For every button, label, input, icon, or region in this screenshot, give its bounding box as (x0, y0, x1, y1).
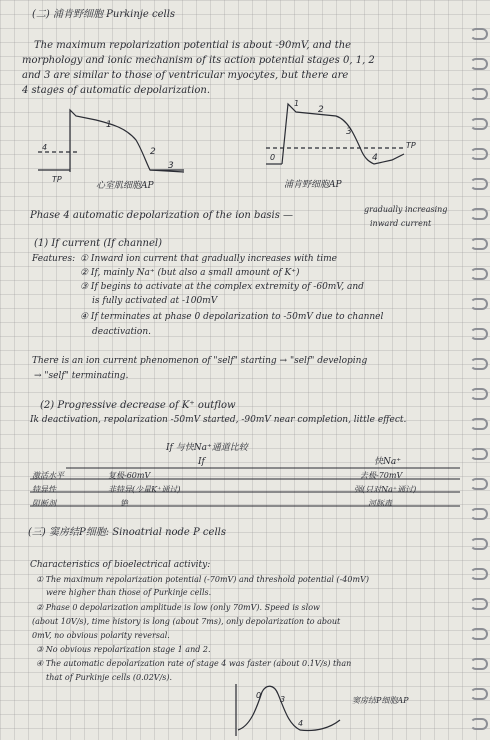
phase4-note-top: gradually increasing (364, 205, 448, 214)
purk-ap-caption: 浦肯野细胞AP (284, 180, 342, 190)
k-line: Ik deactivation, repolarization -50mV started, -90mV near completion, little effect. (30, 415, 407, 425)
sa-item-4: ④ The automatic depolarization rate of stage 4 was faster (about 0.1V/s) than (36, 659, 352, 668)
sa-ap-caption: 窦房结P细胞AP (352, 696, 409, 705)
table-row1-if: 复极-60mV (108, 471, 151, 480)
vent-phase-3: 2 (150, 147, 156, 157)
table-header-if: If (198, 457, 205, 467)
sa-item-4-cont: that of Purkinje cells (0.02V/s). (46, 673, 173, 682)
feature-3-cont: is fully activated at -100mV (92, 296, 218, 306)
sa-char-heading: Characteristics of bioelectrical activity: (30, 560, 211, 570)
sa-phase-3: 3 (280, 695, 286, 704)
purk-tp-label: TP (406, 141, 416, 150)
table-row3-label: 阻断剂 (32, 499, 56, 508)
section-title: (二) 浦肯野细胞 Purkinje cells (32, 9, 176, 20)
table-row2-na: 强(只对Na⁺通过) (354, 485, 417, 494)
sa-item-3: ③ No obvious repolarization stage 1 and 2. (36, 645, 211, 654)
purk-phase-0: 0 (270, 153, 276, 162)
if-heading: (1) If current (If channel) (34, 238, 162, 249)
vent-tp-label: 4 (42, 143, 48, 152)
vent-rp-label: TP (52, 175, 62, 184)
feature-4-cont: deactivation. (92, 327, 152, 337)
sa-item-1-cont: were higher than those of Purkinje cells. (46, 588, 212, 597)
table-row1-na: 去极-70mV (360, 471, 403, 480)
sa-heading: (三) 窦房结P细胞: Sinoatrial node P cells (28, 527, 226, 538)
features-label: Features: (32, 254, 76, 264)
table-row2-label: 特异性 (32, 485, 56, 494)
phase4-line: Phase 4 automatic depolarization of the ion basis — (30, 210, 294, 221)
phase4-note-bottom: inward current (370, 219, 432, 228)
sa-node-ap-figure (0, 680, 490, 740)
self-line-2: → "self" terminating. (34, 371, 129, 381)
purk-phase-2: 2 (318, 105, 324, 115)
sa-item-2-cont2: 0mV, no obvious polarity reversal. (32, 631, 170, 640)
self-line-1: There is an ion current phenomenon of "self" starting → "self" developing (32, 356, 368, 366)
table-row3-if: 铯 (120, 499, 128, 508)
sa-item-2: ② Phase 0 depolarization amplitude is low (only 70mV). Speed is slow (36, 603, 320, 612)
sa-item-1: ① The maximum repolarization potential (-70mV) and threshold potential (-40mV) (36, 575, 369, 584)
feature-3: ③ If begins to activate at the complex extremity of -60mV, and (80, 282, 364, 292)
table-row3-na: 河豚毒 (368, 499, 392, 508)
feature-4: ④ If terminates at phase 0 depolarization to -50mV due to channel (80, 312, 384, 322)
intro-line-3: and 3 are similar to those of ventricular myocytes, but there are (22, 70, 349, 81)
feature-1: ① Inward ion current that gradually increases with time (80, 254, 337, 264)
vent-ap-caption: 心室肌细胞AP (96, 181, 154, 191)
sa-phase-4: 4 (298, 719, 304, 728)
k-heading: (2) Progressive decrease of K⁺ outflow (40, 400, 236, 411)
vent-phase-4: 3 (168, 161, 174, 171)
comparison-table-lines (0, 452, 490, 532)
sa-phase-0: 0 (256, 691, 262, 700)
ap-comparison-figure (0, 92, 490, 202)
table-row2-if: 非特异(少量K⁺通过) (108, 485, 181, 494)
sa-item-2-cont1: (about 10V/s), time history is long (about 7ms), only depolarization to about (32, 617, 341, 626)
intro-line-4: 4 stages of automatic depolarization. (22, 85, 211, 96)
purk-phase-3: 3 (346, 127, 352, 137)
table-row1-label: 激活水平 (32, 471, 64, 480)
purk-phase-1: 1 (294, 99, 300, 108)
table-title: If 与快Na⁺通道比较 (166, 443, 248, 453)
vent-phase-2: 1 (106, 120, 112, 130)
purk-phase-4: 4 (372, 153, 378, 163)
feature-2: ② If, mainly Na⁺ (but also a small amount of K⁺) (80, 268, 300, 278)
table-header-na: 快Na⁺ (374, 457, 401, 467)
intro-line-2: morphology and ionic mechanism of its action potential stages 0, 1, 2 (22, 55, 375, 66)
intro-line-1: The maximum repolarization potential is about -90mV, and the (34, 40, 352, 51)
